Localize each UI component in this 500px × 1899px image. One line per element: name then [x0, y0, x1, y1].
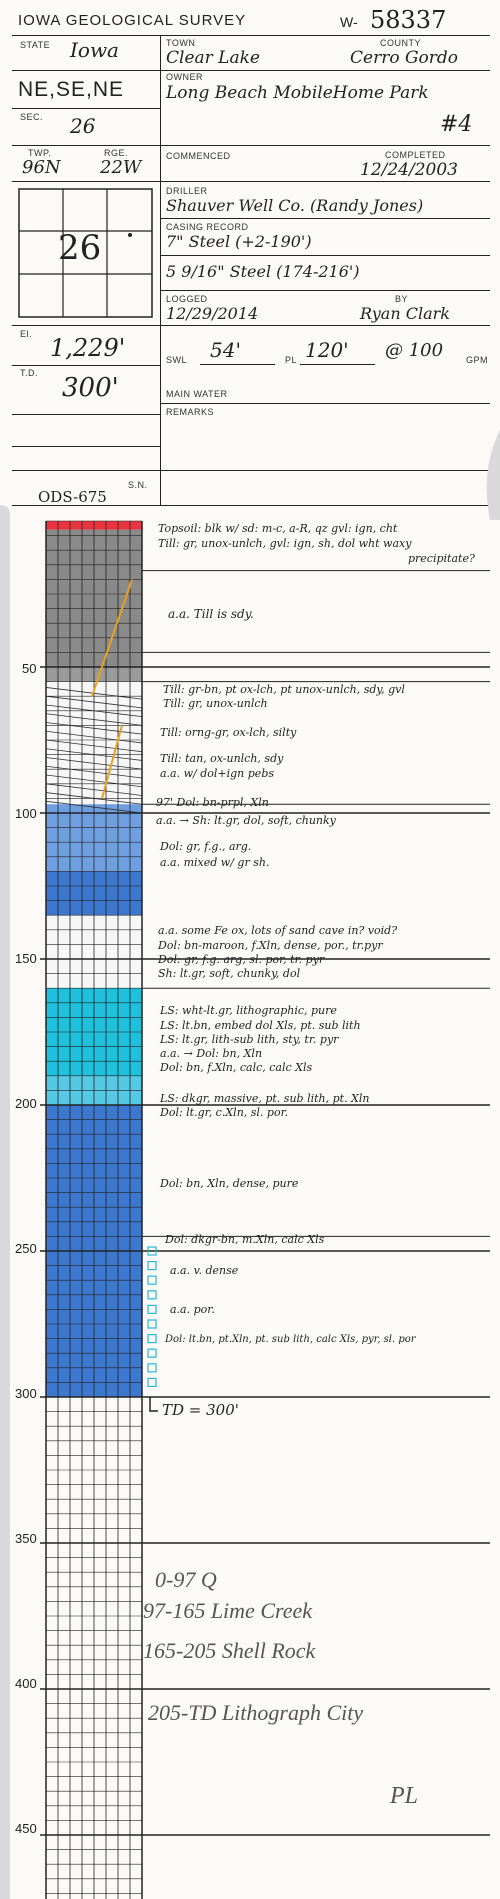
initials: PL	[390, 1783, 419, 1809]
desc-dol-8: Dol: bn, Xln, dense, pure	[160, 1177, 299, 1190]
value-town: Clear Lake	[166, 48, 260, 68]
value-swl: 54'	[210, 338, 241, 362]
sample-mark-5	[148, 1320, 156, 1328]
desc-till-3: Till: gr-bn, pt ox-lch, pt unox-unlch, sdy, gvl	[163, 683, 405, 696]
desc-dol-7: Dol: lt.gr, c.Xln, sl. por.	[160, 1106, 289, 1119]
depth-label-350: 350	[15, 1531, 37, 1546]
sample-mark-4	[148, 1305, 156, 1313]
desc-till-2: a.a. Till is sdy.	[168, 607, 254, 621]
sample-mark-6	[148, 1335, 156, 1343]
label-driller: DRILLER	[166, 186, 208, 196]
desc-dol-11: a.a. por.	[170, 1303, 215, 1316]
desc-dol-9: Dol: dkgr-bn, m.Xln, calc Xls	[165, 1233, 325, 1246]
value-td: 300'	[62, 373, 119, 403]
depth-label-450: 450	[15, 1821, 37, 1836]
desc-dol-6: Dol: bn, f.Xln, calc, calc Xls	[160, 1061, 313, 1074]
desc-till-1b: precipitate?	[408, 552, 475, 565]
formation-shell-rock: 165-205 Shell Rock	[143, 1638, 316, 1663]
depth-label-200: 200	[15, 1096, 37, 1111]
desc-td: TD = 300'	[162, 1401, 239, 1419]
desc-dol-12: Dol: lt.bn, pt.Xln, pt. sub lith, calc Xls, pyr, sl. por	[165, 1334, 416, 1345]
card-notch-right	[487, 430, 500, 520]
label-el: El.	[20, 329, 33, 339]
value-owner-no: #4	[440, 112, 473, 137]
value-owner: Long Beach MobileHome Park	[166, 83, 429, 103]
desc-dol-3: a.a. mixed w/ gr sh.	[160, 856, 270, 869]
desc-sh-1: a.a. → Sh: lt.gr, dol, soft, chunky	[156, 814, 336, 827]
survey-title: IOWA GEOLOGICAL SURVEY	[18, 12, 247, 29]
sample-mark-9	[148, 1378, 156, 1386]
label-pl: PL	[285, 355, 298, 365]
sample-mark-7	[148, 1349, 156, 1357]
value-state: Iowa	[70, 38, 119, 62]
label-sec: SEC.	[20, 112, 44, 122]
value-sec: 26	[70, 114, 96, 138]
value-casing-1: 7" Steel (+2-190')	[166, 232, 312, 251]
desc-ls-1: LS: wht-lt.gr, lithographic, pure	[160, 1004, 337, 1017]
desc-dol-97: 97' Dol: bn-prpl, Xln	[156, 796, 269, 809]
desc-till-1: Till: gr, unox-unlch, gvl: ign, sh, dol wht waxy	[158, 537, 412, 550]
desc-dol-4: Dol: bn-maroon, f.Xln, dense, por., tr.pyr	[158, 939, 383, 952]
value-casing-2: 5 9/16" Steel (174-216')	[166, 262, 360, 281]
desc-feox: a.a. some Fe ox, lots of sand cave in? void?	[158, 924, 398, 937]
depth-label-250: 250	[15, 1241, 37, 1256]
label-main-water: MAIN WATER	[166, 389, 228, 399]
card-edge-left	[0, 505, 10, 1899]
desc-sh-2: Sh: lt.gr, soft, chunky, dol	[158, 967, 301, 980]
value-rge: 22W	[100, 157, 142, 178]
label-state: STATE	[20, 40, 51, 50]
value-pl: 120'	[305, 338, 349, 362]
label-town: TOWN	[166, 38, 196, 48]
label-sn: S.N.	[128, 480, 148, 490]
value-twp: 96N	[22, 157, 61, 178]
sample-mark-8	[148, 1364, 156, 1372]
label-completed: COMPLETED	[385, 150, 446, 160]
value-rate: @ 100	[385, 340, 444, 361]
sample-mark-2	[148, 1276, 156, 1284]
depth-label-400: 400	[15, 1676, 37, 1691]
desc-dol-10: a.a. v. dense	[170, 1264, 239, 1277]
label-twp: TWP.	[28, 148, 52, 158]
label-gpm: GPM	[466, 355, 489, 365]
desc-till-7: a.a. w/ dol+ign pebs	[160, 767, 275, 780]
desc-topsoil: Topsoil: blk w/ sd: m-c, a-R, qz gvl: ign, cht	[158, 522, 398, 535]
value-county: Cerro Gordo	[350, 48, 459, 68]
value-driller: Shauver Well Co. (Randy Jones)	[166, 196, 424, 215]
desc-ls-4: a.a. → Dol: bn, Xln	[160, 1047, 263, 1060]
value-sn: ODS-675	[38, 488, 107, 506]
sample-mark-1	[148, 1262, 156, 1270]
value-el: 1,229'	[50, 334, 126, 362]
label-td: T.D.	[20, 368, 39, 378]
depth-label-300: 300	[15, 1386, 37, 1401]
depth-label-50: 50	[22, 661, 37, 676]
label-by: BY	[395, 294, 409, 304]
label-casing: CASING RECORD	[166, 222, 249, 232]
desc-till-4: Till: gr, unox-unlch	[163, 697, 268, 710]
label-owner: OWNER	[166, 72, 203, 82]
desc-till-6: Till: tan, ox-unlch, sdy	[160, 752, 284, 765]
label-swl: SWL	[166, 355, 188, 365]
value-logged: 12/29/2014	[166, 304, 259, 323]
label-remarks: REMARKS	[166, 407, 215, 417]
well-number-prefix: W-	[340, 14, 358, 30]
desc-ls-2: LS: lt.bn, embed dol Xls, pt. sub lith	[160, 1019, 361, 1032]
label-county: COUNTY	[380, 38, 421, 48]
depth-label-150: 150	[15, 951, 37, 966]
value-completed: 12/24/2003	[360, 160, 458, 180]
label-logged: LOGGED	[166, 294, 208, 304]
section-grid-label: 26	[58, 228, 102, 268]
formation-lithograph-city: 205-TD Lithograph City	[148, 1700, 364, 1725]
desc-ls-3: LS: lt.gr, lith-sub lith, sty, tr. pyr	[160, 1033, 339, 1046]
desc-ls-5: LS: dkgr, massive, pt. sub lith, pt. Xln	[160, 1092, 370, 1105]
value-logged-by: Ryan Clark	[360, 304, 450, 323]
depth-label-100: 100	[15, 806, 37, 821]
formation-lime-creek: 97-165 Lime Creek	[143, 1598, 313, 1623]
well-number-value: 58337	[370, 6, 447, 34]
label-commenced: COMMENCED	[166, 151, 231, 161]
td-bracket	[150, 1397, 158, 1411]
desc-till-5: Till: orng-gr, ox-lch, silty	[160, 726, 297, 739]
label-rge: RGE.	[104, 148, 129, 158]
sample-mark-3	[148, 1291, 156, 1299]
desc-dol-5: Dol: gr, f.g. arg, sl. por, tr. pyr	[158, 953, 325, 966]
desc-dol-2: Dol: gr, f.g., arg.	[160, 840, 252, 853]
formation-quaternary: 0-97 Q	[155, 1567, 217, 1592]
value-location: NE,SE,NE	[18, 78, 125, 101]
